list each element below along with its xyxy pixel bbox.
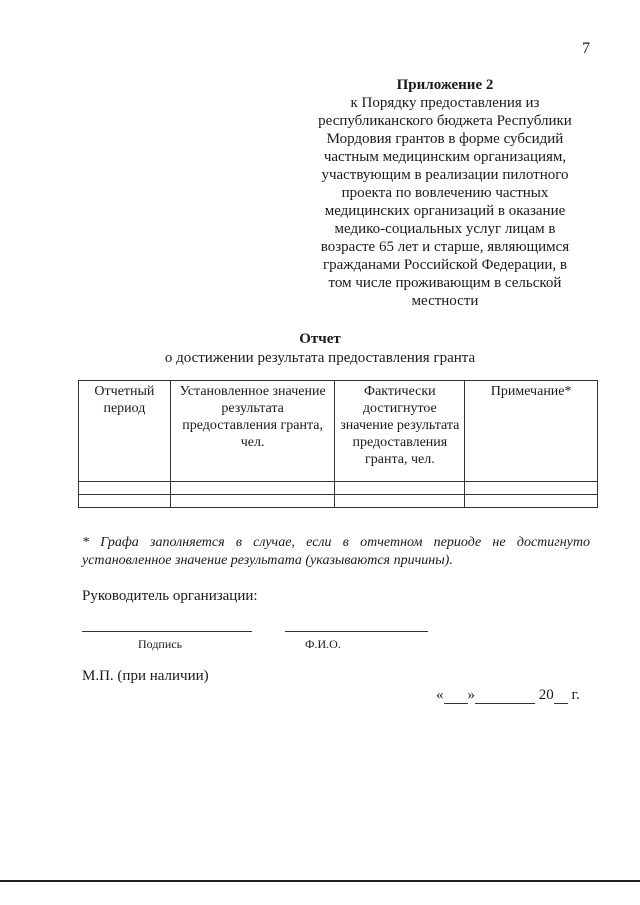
appendix-line: местности <box>411 293 479 309</box>
appendix-line: участвующим в реализации пилотного <box>321 167 569 183</box>
appendix-line: возрасте 65 лет и старше, являющимся <box>320 239 570 255</box>
date-line <box>436 687 580 704</box>
appendix-heading: Приложение 2 <box>396 77 494 93</box>
appendix-line: республиканского бюджета Республики <box>318 113 572 129</box>
appendix-line: проекта по вовлечению частных <box>341 185 549 201</box>
signature-line[interactable] <box>82 631 252 632</box>
column-header-planned-value: Установленное значение результата предоставления гранта, чел. <box>170 381 335 482</box>
table-cell[interactable] <box>170 482 335 495</box>
bottom-rule <box>0 880 640 882</box>
appendix-line: гражданами Российской Федерации, в <box>322 257 567 273</box>
table-cell[interactable] <box>335 482 465 495</box>
table-cell[interactable] <box>465 495 598 508</box>
signature-caption: Подпись <box>138 637 183 651</box>
year-blank[interactable] <box>554 689 568 704</box>
table-row <box>79 482 598 495</box>
stamp-label: М.П. (при наличии) <box>82 668 209 684</box>
appendix-line: частным медицинским организациям, <box>323 149 567 165</box>
day-blank[interactable] <box>444 689 468 704</box>
table-cell[interactable] <box>335 495 465 508</box>
appendix-block <box>300 76 590 310</box>
year-prefix: 20 <box>538 687 554 703</box>
full-name-caption: Ф.И.О. <box>305 637 341 651</box>
table-cell[interactable] <box>79 495 171 508</box>
footnote: * Графа заполняется в случае, если в отчетном периоде не достигнуто установленное значение результата (указываются причины). <box>82 535 590 568</box>
year-suffix: г. <box>571 687 580 703</box>
appendix-line: медико-социальных услуг лицам в <box>334 221 556 237</box>
report-title-block <box>0 330 640 368</box>
column-header-actual-value: Фактически достигнутое значение результата предоставления гранта, чел. <box>335 381 465 482</box>
appendix-line: к Порядку предоставления из <box>350 95 540 111</box>
appendix-line: Мордовия грантов в форме субсидий <box>326 131 564 147</box>
report-title: Отчет <box>299 331 341 347</box>
table-header-row <box>79 381 598 482</box>
report-subtitle: о достижении результата предоставления гранта <box>164 350 476 366</box>
column-header-period: Отчетный период <box>79 381 171 482</box>
appendix-line: том числе проживающим в сельской <box>328 275 562 291</box>
date-close-quote: » <box>467 687 475 703</box>
table-row <box>79 495 598 508</box>
head-of-organization-label: Руководитель организации: <box>82 588 258 604</box>
full-name-line[interactable] <box>285 631 428 632</box>
table-cell[interactable] <box>170 495 335 508</box>
column-header-note: Примечание* <box>465 381 598 482</box>
month-blank[interactable] <box>475 689 535 704</box>
appendix-line: медицинских организаций в оказание <box>324 203 566 219</box>
date-open-quote: « <box>436 687 444 703</box>
table-cell[interactable] <box>465 482 598 495</box>
table-cell[interactable] <box>79 482 171 495</box>
report-table <box>78 380 598 508</box>
page-number: 7 <box>582 40 590 57</box>
